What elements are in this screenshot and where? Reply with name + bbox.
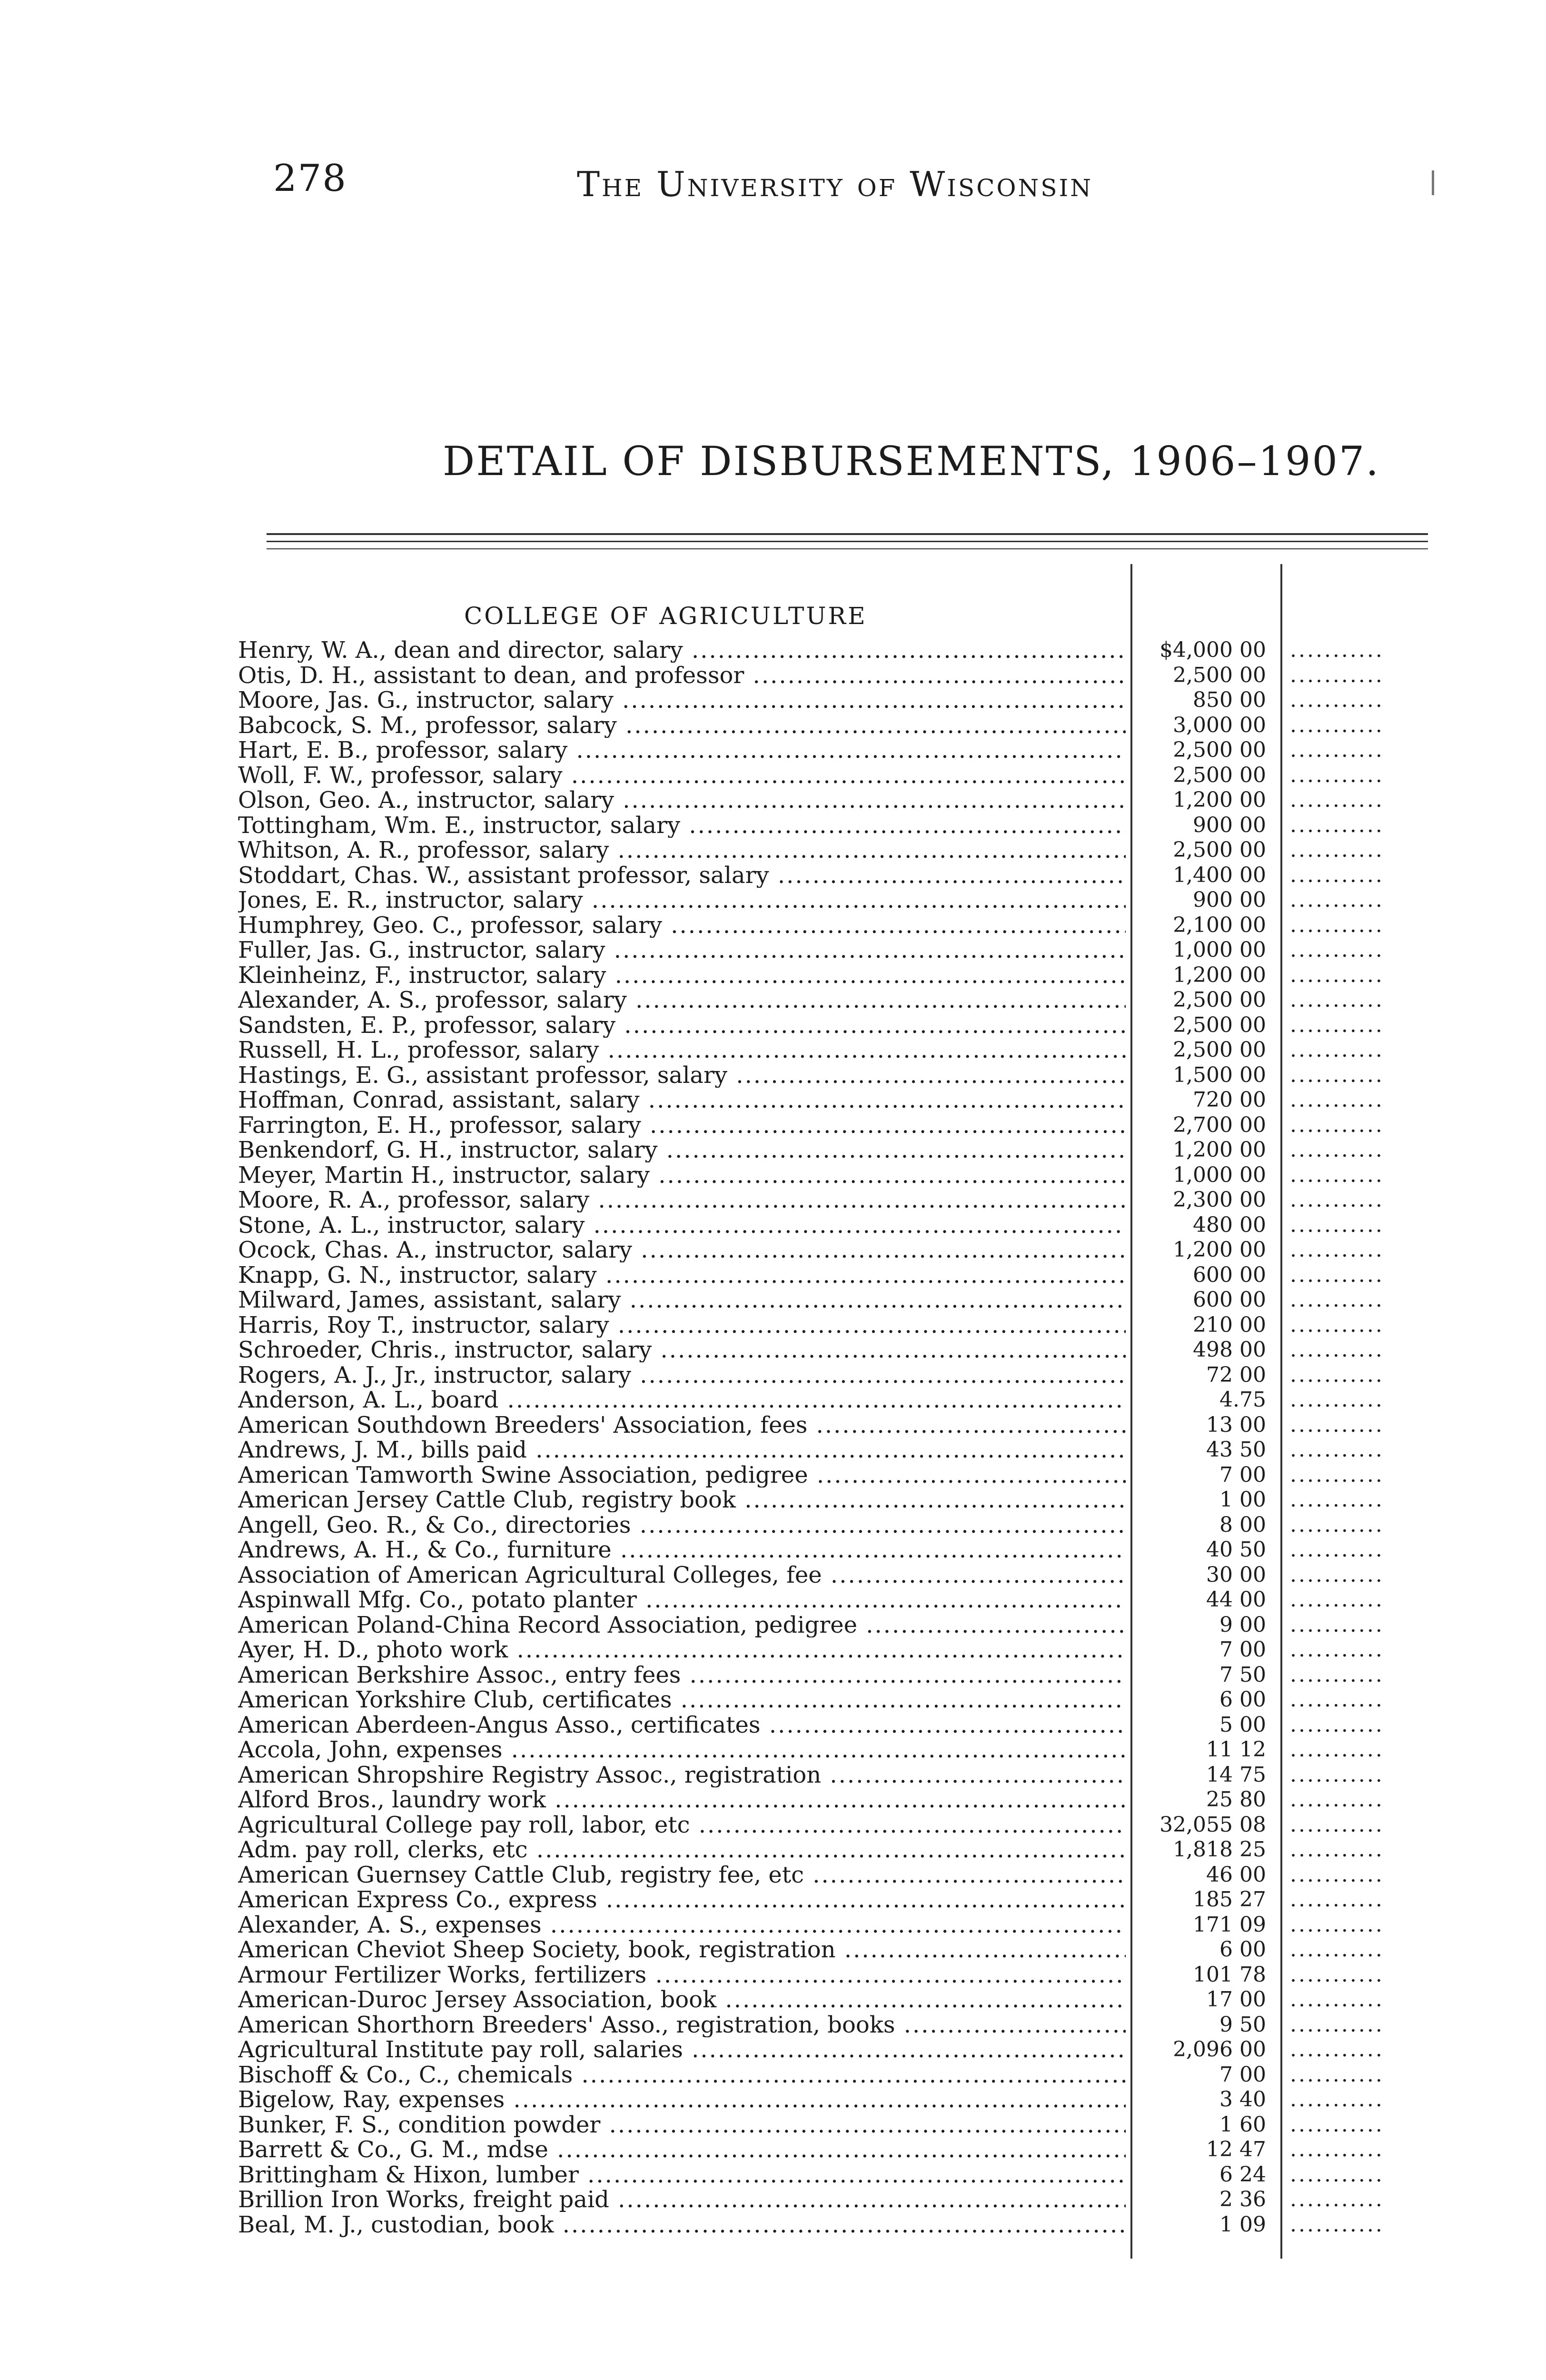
entry-dot-leader: ........... [1290, 1762, 1384, 1787]
entry-description: American Southdown Breeders' Association, fees ..... [238, 1413, 1126, 1438]
table-row [238, 1987, 1384, 2013]
table-row [238, 1887, 1384, 1913]
entry-description: Meyer, Martin H., instructor, salary ..... [238, 1163, 1126, 1188]
entry-description: Andrews, J. M., bills paid ..... [238, 1438, 1126, 1462]
entry-description: Angell, Geo. R., & Co., directories ..... [238, 1513, 1126, 1537]
table-row [238, 763, 1384, 788]
entry-dot-leader: ........... [1290, 1112, 1384, 1137]
table-row [238, 1162, 1384, 1188]
entry-description: Ayer, H. D., photo work ..... [238, 1637, 1126, 1662]
entry-amount: 8 00 [1219, 1512, 1266, 1537]
entry-dot-leader: ........... [1290, 1737, 1384, 1762]
entry-amount: 2,500 00 [1173, 738, 1266, 762]
entry-dot-leader: ........... [1290, 1012, 1384, 1037]
entry-dot-leader: ........... [1290, 1862, 1384, 1887]
entry-amount: 1,200 00 [1173, 788, 1266, 812]
entry-dot-leader: ........... [1290, 1787, 1384, 1812]
entry-amount: 40 50 [1206, 1537, 1266, 1562]
entry-description: Andrews, A. H., & Co., furniture ..... [238, 1537, 1126, 1562]
table-row [238, 1862, 1384, 1888]
entry-amount: 900 00 [1193, 888, 1266, 912]
entry-amount: 1,400 00 [1173, 863, 1266, 887]
entry-amount: 2,500 00 [1173, 988, 1266, 1012]
entry-dot-leader: ........... [1290, 1462, 1384, 1487]
table-row [238, 1312, 1384, 1338]
entry-dot-leader: ........... [1290, 1637, 1384, 1662]
entry-dot-leader: ........... [1290, 1812, 1384, 1837]
entry-description: Stone, A. L., instructor, salary ..... [238, 1213, 1126, 1238]
entry-dot-leader: ........... [1290, 1912, 1384, 1937]
table-row [238, 1262, 1384, 1288]
entry-dot-leader: ........... [1290, 1837, 1384, 1862]
entry-description: Ocock, Chas. A., instructor, salary ..... [238, 1238, 1126, 1262]
table-row [238, 888, 1384, 913]
table-row [238, 1188, 1384, 1213]
entry-amount: 171 09 [1193, 1912, 1266, 1937]
entry-dot-leader: ........... [1290, 1987, 1384, 2012]
entry-dot-leader: ........... [1290, 2137, 1384, 2162]
edge-mark [1432, 170, 1434, 195]
entry-amount: 480 00 [1193, 1212, 1266, 1237]
entry-dot-leader: ........... [1290, 1612, 1384, 1637]
table-row [238, 838, 1384, 863]
header-rule-top [267, 533, 1428, 535]
table-row [238, 1038, 1384, 1063]
entry-amount: 1 00 [1219, 1488, 1266, 1512]
table-row [238, 1787, 1384, 1813]
table-row [238, 1737, 1384, 1763]
entry-dot-leader: ........... [1290, 1562, 1384, 1587]
table-row [238, 1812, 1384, 1838]
entry-dot-leader: ........... [1290, 713, 1384, 737]
entry-description: American Aberdeen-Angus Asso., certificates ..... [238, 1713, 1126, 1737]
entry-amount: 44 00 [1206, 1587, 1266, 1612]
entry-dot-leader: ........... [1290, 863, 1384, 887]
entry-dot-leader: ........... [1290, 2162, 1384, 2187]
entry-description: Milward, James, assistant, salary ..... [238, 1288, 1126, 1312]
section-heading: COLLEGE OF AGRICULTURE [464, 602, 867, 630]
table-row [238, 938, 1384, 963]
entry-description: American Shropshire Registry Assoc., registration ..... [238, 1763, 1126, 1787]
table-row [238, 1712, 1384, 1738]
entry-amount: 2,500 00 [1173, 663, 1266, 687]
entry-amount: 1 09 [1219, 2212, 1266, 2237]
table-row [238, 1088, 1384, 1113]
entry-description: Bischoff & Co., C., chemicals ..... [238, 2063, 1126, 2087]
entry-amount: 1,000 00 [1173, 1162, 1266, 1187]
entry-dot-leader: ........... [1290, 1587, 1384, 1612]
table-row [238, 738, 1384, 763]
entry-description: Kleinheinz, F., instructor, salary ..... [238, 963, 1126, 988]
entry-amount: 1 60 [1219, 2112, 1266, 2137]
entry-description: Moore, R. A., professor, salary ..... [238, 1188, 1126, 1212]
header-rule-bottom [267, 548, 1428, 549]
entry-dot-leader: ........... [1290, 1687, 1384, 1712]
entry-description: Anderson, A. L., board ..... [238, 1388, 1126, 1412]
entry-dot-leader: ........... [1290, 1138, 1384, 1162]
entry-amount: 1,200 00 [1173, 1138, 1266, 1162]
entry-amount: 210 00 [1193, 1312, 1266, 1337]
entry-amount: 32,055 08 [1160, 1812, 1266, 1837]
page-number: 278 [273, 157, 347, 200]
entry-amount: 30 00 [1206, 1562, 1266, 1587]
entry-description: American Poland-China Record Association, pedigree ..... [238, 1613, 1126, 1637]
entry-description: Russell, H. L., professor, salary ..... [238, 1038, 1126, 1062]
entry-dot-leader: ........... [1290, 1412, 1384, 1437]
entry-dot-leader: ........... [1290, 1712, 1384, 1737]
entry-description: Olson, Geo. A., instructor, salary ..... [238, 788, 1126, 813]
entry-dot-leader: ........... [1290, 1312, 1384, 1337]
table-row [238, 1462, 1384, 1488]
entry-description: Harris, Roy T., instructor, salary ..... [238, 1313, 1126, 1338]
entry-dot-leader: ........... [1290, 962, 1384, 987]
table-row [238, 2187, 1384, 2212]
entry-amount: 600 00 [1193, 1288, 1266, 1312]
table-row [238, 1512, 1384, 1538]
entry-description: Hart, E. B., professor, salary ..... [238, 738, 1126, 763]
table-row [238, 713, 1384, 738]
entry-amount: 2,500 00 [1173, 1012, 1266, 1037]
entry-description: Knapp, G. N., instructor, salary ..... [238, 1263, 1126, 1288]
table-row [238, 1937, 1384, 1963]
entry-amount: 12 47 [1206, 2137, 1266, 2162]
entry-amount: 43 50 [1206, 1438, 1266, 1462]
entry-dot-leader: ........... [1290, 2212, 1384, 2237]
entry-description: Hoffman, Conrad, assistant, salary ..... [238, 1088, 1126, 1112]
entry-amount: 11 12 [1206, 1737, 1266, 1762]
entry-dot-leader: ........... [1290, 2112, 1384, 2137]
entry-amount: 850 00 [1193, 688, 1266, 712]
table-row [238, 2087, 1384, 2112]
entry-description: Alexander, A. S., professor, salary ..... [238, 988, 1126, 1012]
entry-amount: $4,000 00 [1160, 638, 1266, 662]
entry-description: Sandsten, E. P., professor, salary ..... [238, 1013, 1126, 1038]
table-row [238, 863, 1384, 888]
entry-amount: 498 00 [1193, 1338, 1266, 1362]
entry-amount: 25 80 [1206, 1787, 1266, 1812]
table-row [238, 1612, 1384, 1638]
table-row [238, 1212, 1384, 1238]
entry-description: American Tamworth Swine Association, pedigree ..... [238, 1463, 1126, 1488]
entry-dot-leader: ........... [1290, 1038, 1384, 1062]
table-row [238, 1412, 1384, 1438]
entry-description: Brillion Iron Works, freight paid ..... [238, 2187, 1126, 2212]
entry-dot-leader: ........... [1290, 663, 1384, 687]
entry-dot-leader: ........... [1290, 1238, 1384, 1262]
entry-dot-leader: ........... [1290, 1262, 1384, 1287]
entry-dot-leader: ........... [1290, 763, 1384, 787]
entry-amount: 3,000 00 [1173, 713, 1266, 737]
entry-description: American Shorthorn Breeders' Asso., registration, books ..... [238, 2013, 1126, 2037]
entry-dot-leader: ........... [1290, 1662, 1384, 1687]
table-row [238, 1112, 1384, 1138]
entry-description: Rogers, A. J., Jr., instructor, salary ..... [238, 1363, 1126, 1388]
entry-description: Association of American Agricultural Colleges, fee ..... [238, 1563, 1126, 1587]
table-row [238, 988, 1384, 1013]
entry-dot-leader: ........... [1290, 813, 1384, 837]
entry-amount: 2,096 00 [1173, 2037, 1266, 2062]
entry-description: Benkendorf, G. H., instructor, salary ..... [238, 1138, 1126, 1162]
entry-amount: 1,818 25 [1173, 1837, 1266, 1862]
entry-dot-leader: ........... [1290, 2062, 1384, 2087]
table-row [238, 1438, 1384, 1463]
table-row [238, 1238, 1384, 1263]
entry-amount: 7 00 [1219, 2062, 1266, 2087]
table-row [238, 1062, 1384, 1088]
entry-amount: 6 00 [1219, 1937, 1266, 1962]
entry-amount: 5 00 [1219, 1712, 1266, 1737]
table-row [238, 813, 1384, 838]
table-row [238, 788, 1384, 813]
entry-dot-leader: ........... [1290, 838, 1384, 862]
entry-description: American Guernsey Cattle Club, registry fee, etc ..... [238, 1863, 1126, 1887]
entry-description: Armour Fertilizer Works, fertilizers ..... [238, 1963, 1126, 1987]
entry-description: Barrett & Co., G. M., mdse ..... [238, 2137, 1126, 2162]
entry-description: Woll, F. W., professor, salary ..... [238, 763, 1126, 788]
table-row [238, 962, 1384, 988]
entry-description: American Jersey Cattle Club, registry book ..... [238, 1488, 1126, 1512]
table-row [238, 1687, 1384, 1713]
entry-dot-leader: ........... [1290, 1438, 1384, 1462]
entry-dot-leader: ........... [1290, 2012, 1384, 2037]
entry-amount: 9 00 [1219, 1612, 1266, 1637]
entry-description: Agricultural Institute pay roll, salaries ..... [238, 2037, 1126, 2062]
entry-description: American-Duroc Jersey Association, book ..... [238, 1987, 1126, 2012]
entry-amount: 7 50 [1219, 1662, 1266, 1687]
table-row [238, 1288, 1384, 1313]
entry-amount: 2,500 00 [1173, 763, 1266, 787]
table-row [238, 663, 1384, 688]
entry-dot-leader: ........... [1290, 1512, 1384, 1537]
entry-amount: 6 24 [1219, 2162, 1266, 2187]
entry-description: Hastings, E. G., assistant professor, salary ..... [238, 1063, 1126, 1088]
table-row [238, 1012, 1384, 1038]
table-row [238, 1138, 1384, 1163]
entry-dot-leader: ........... [1290, 2187, 1384, 2211]
entry-dot-leader: ........... [1290, 2037, 1384, 2062]
entry-dot-leader: ........... [1290, 1288, 1384, 1312]
entry-description: American Yorkshire Club, certificates ..... [238, 1687, 1126, 1712]
table-row [238, 2012, 1384, 2038]
entry-description: Tottingham, Wm. E., instructor, salary ..... [238, 813, 1126, 838]
table-row [238, 1338, 1384, 1363]
entry-description: American Berkshire Assoc., entry fees ..... [238, 1663, 1126, 1687]
entry-dot-leader: ........... [1290, 688, 1384, 712]
entry-dot-leader: ........... [1290, 1188, 1384, 1212]
entry-dot-leader: ........... [1290, 938, 1384, 962]
table-row [238, 2212, 1384, 2238]
table-row [238, 1762, 1384, 1788]
entry-description: Babcock, S. M., professor, salary ..... [238, 713, 1126, 738]
header-rule-middle [267, 541, 1428, 542]
table-row [238, 1488, 1384, 1513]
entry-dot-leader: ........... [1290, 1338, 1384, 1362]
table-row [238, 1587, 1384, 1613]
entry-description: American Cheviot Sheep Society, book, registration ..... [238, 1937, 1126, 1962]
entry-amount: 7 00 [1219, 1462, 1266, 1487]
table-row [238, 1837, 1384, 1863]
entry-description: Henry, W. A., dean and director, salary ..... [238, 638, 1126, 663]
table-row [238, 2162, 1384, 2188]
entry-description: Stoddart, Chas. W., assistant professor, salary ..... [238, 863, 1126, 888]
table-row [238, 912, 1384, 938]
entry-amount: 17 00 [1206, 1987, 1266, 2012]
entry-description: Whitson, A. R., professor, salary ..... [238, 838, 1126, 863]
entry-amount: 1,500 00 [1173, 1062, 1266, 1087]
table-row [238, 1388, 1384, 1413]
entry-description: Bigelow, Ray, expenses ..... [238, 2087, 1126, 2112]
entry-dot-leader: ........... [1290, 2087, 1384, 2112]
entry-description: Beal, M. J., custodian, book ..... [238, 2212, 1126, 2237]
entry-dot-leader: ........... [1290, 788, 1384, 812]
disbursement-list [238, 638, 1384, 2237]
entry-description: Alford Bros., laundry work ..... [238, 1787, 1126, 1812]
entry-description: Accola, John, expenses ..... [238, 1737, 1126, 1762]
entry-dot-leader: ........... [1290, 988, 1384, 1012]
entry-amount: 9 50 [1219, 2012, 1266, 2037]
page-title: DETAIL OF DISBURSEMENTS, 1906–1907. [443, 438, 1380, 485]
entry-dot-leader: ........... [1290, 1088, 1384, 1112]
table-row [238, 688, 1384, 713]
entry-description: Schroeder, Chris., instructor, salary ..... [238, 1338, 1126, 1362]
entry-description: Jones, E. R., instructor, salary ..... [238, 888, 1126, 912]
table-row [238, 1537, 1384, 1563]
entry-amount: 46 00 [1206, 1862, 1266, 1887]
entry-amount: 2 36 [1219, 2187, 1266, 2211]
table-row [238, 2112, 1384, 2138]
table-row [238, 2137, 1384, 2162]
entry-description: Aspinwall Mfg. Co., potato planter ..... [238, 1587, 1126, 1612]
entry-dot-leader: ........... [1290, 1062, 1384, 1087]
entry-description: Humphrey, Geo. C., professor, salary ..... [238, 913, 1126, 938]
entry-amount: 1,000 00 [1173, 938, 1266, 962]
entry-description: Bunker, F. S., condition powder ..... [238, 2112, 1126, 2137]
entry-amount: 72 00 [1206, 1362, 1266, 1387]
entry-description: Fuller, Jas. G., instructor, salary ..... [238, 938, 1126, 962]
entry-description: American Express Co., express ..... [238, 1887, 1126, 1912]
entry-dot-leader: ........... [1290, 738, 1384, 762]
entry-dot-leader: ........... [1290, 638, 1384, 662]
entry-amount: 2,300 00 [1173, 1188, 1266, 1212]
entry-description: Farrington, E. H., professor, salary ..... [238, 1113, 1126, 1138]
entry-dot-leader: ........... [1290, 1388, 1384, 1412]
table-row [238, 1637, 1384, 1663]
running-head: The University of Wisconsin [577, 164, 1093, 204]
entry-description: Moore, Jas. G., instructor, salary ..... [238, 688, 1126, 713]
table-row [238, 1912, 1384, 1938]
entry-description: Brittingham & Hixon, lumber ..... [238, 2162, 1126, 2187]
entry-amount: 7 00 [1219, 1637, 1266, 1662]
table-row [238, 1562, 1384, 1588]
entry-amount: 2,700 00 [1173, 1112, 1266, 1137]
entry-amount: 185 27 [1193, 1887, 1266, 1912]
entry-amount: 1,200 00 [1173, 962, 1266, 987]
table-row [238, 2062, 1384, 2088]
entry-description: Agricultural College pay roll, labor, etc ..... [238, 1813, 1126, 1837]
entry-amount: 2,500 00 [1173, 1038, 1266, 1062]
entry-description: Otis, D. H., assistant to dean, and professor ..... [238, 663, 1126, 688]
table-row [238, 638, 1384, 663]
table-row [238, 1962, 1384, 1988]
entry-amount: 101 78 [1193, 1962, 1266, 1987]
entry-dot-leader: ........... [1290, 912, 1384, 937]
entry-dot-leader: ........... [1290, 1937, 1384, 1962]
entry-amount: 6 00 [1219, 1687, 1266, 1712]
table-row [238, 1362, 1384, 1388]
entry-amount: 720 00 [1193, 1088, 1266, 1112]
table-row [238, 2037, 1384, 2063]
entry-description: Alexander, A. S., expenses ..... [238, 1913, 1126, 1937]
entry-amount: 2,100 00 [1173, 912, 1266, 937]
table-row [238, 1662, 1384, 1688]
entry-dot-leader: ........... [1290, 1962, 1384, 1987]
entry-amount: 14 75 [1206, 1762, 1266, 1787]
entry-dot-leader: ........... [1290, 1362, 1384, 1387]
entry-description: Adm. pay roll, clerks, etc ..... [238, 1837, 1126, 1862]
entry-dot-leader: ........... [1290, 1537, 1384, 1562]
entry-amount: 600 00 [1193, 1262, 1266, 1287]
entry-dot-leader: ........... [1290, 1887, 1384, 1912]
entry-dot-leader: ........... [1290, 1212, 1384, 1237]
entry-dot-leader: ........... [1290, 1162, 1384, 1187]
entry-dot-leader: ........... [1290, 1488, 1384, 1512]
entry-amount: 900 00 [1193, 813, 1266, 837]
entry-amount: 13 00 [1206, 1412, 1266, 1437]
entry-amount: 4.75 [1219, 1388, 1266, 1412]
entry-amount: 1,200 00 [1173, 1238, 1266, 1262]
entry-dot-leader: ........... [1290, 888, 1384, 912]
entry-amount: 3 40 [1219, 2087, 1266, 2112]
entry-amount: 2,500 00 [1173, 838, 1266, 862]
